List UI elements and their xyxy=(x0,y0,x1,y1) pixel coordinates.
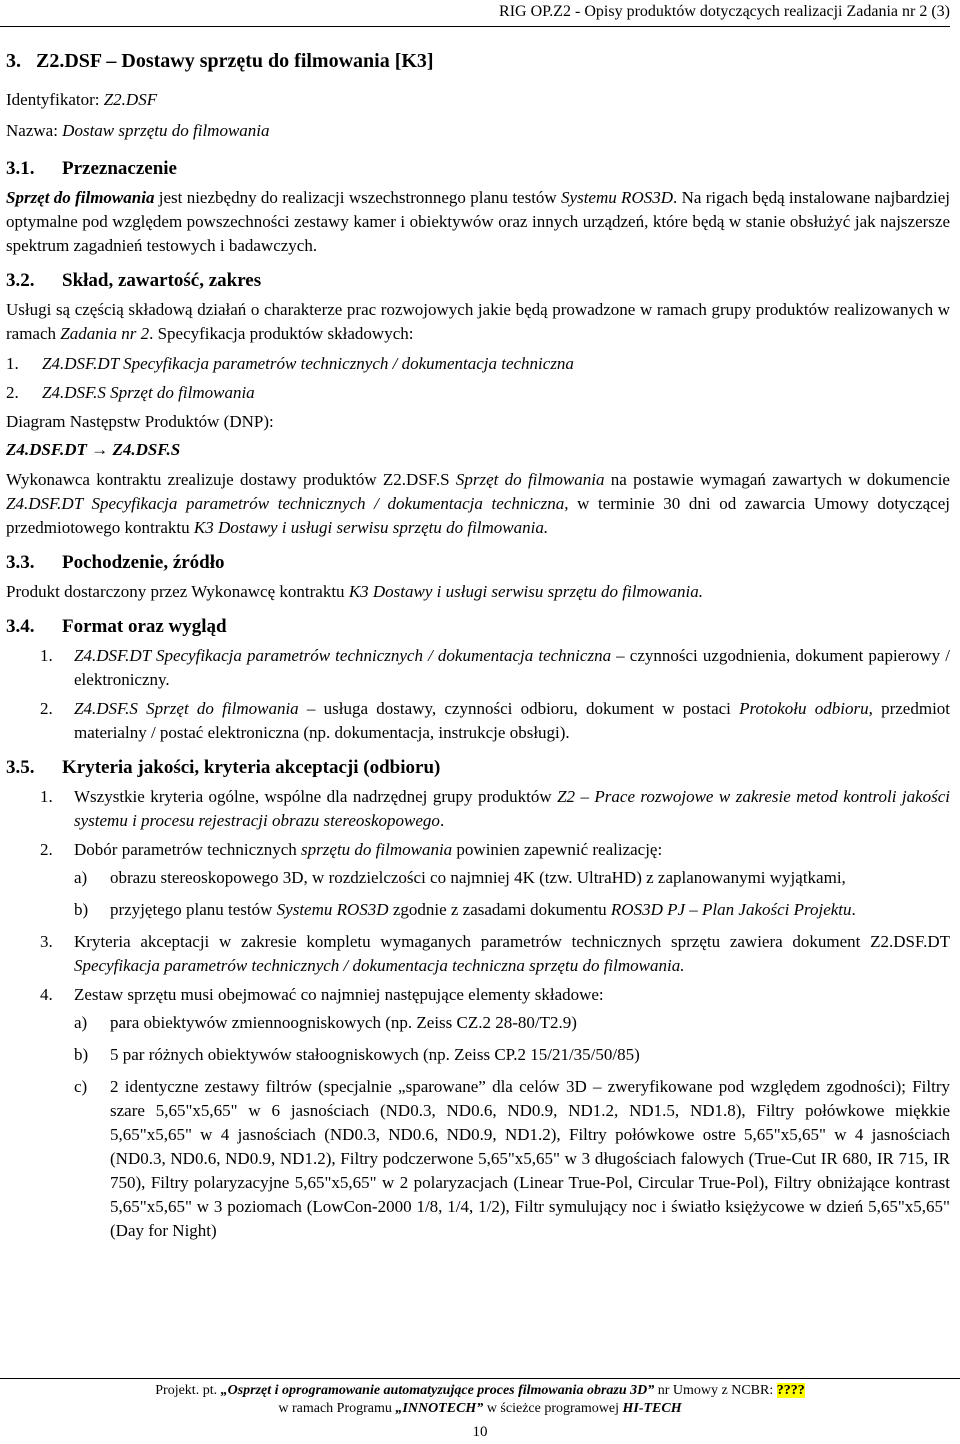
emphasis: Z4.DSF.S Sprzęt do filmowania xyxy=(74,699,299,718)
subsection-heading-3-4 xyxy=(6,614,950,640)
text-run: Kryteria akceptacji w zakresie kompletu wymaganych parametrów technicznych sprzętu zawiera dokument Z2.DSF.DT xyxy=(74,932,950,951)
sublist-marker: a) xyxy=(74,868,88,887)
subsection-number: 3.1. xyxy=(6,158,35,179)
sublist-item xyxy=(74,1043,950,1067)
text-run: . Specyfikacja produktów składowych: xyxy=(149,324,414,343)
subsection-title: Skład, zawartość, zakres xyxy=(62,270,262,291)
text-run: . xyxy=(851,900,856,919)
list-marker: 2. xyxy=(40,699,53,718)
project-title: „Osprzęt i oprogramowanie automatyzujące proces filmowania obrazu 3D” xyxy=(220,1383,655,1398)
subsection-title: Pochodzenie, źródło xyxy=(62,552,225,573)
page-footer xyxy=(0,1378,960,1418)
emphasis: Specyfikacja parametrów technicznych / dokumentacja techniczna sprzętu do filmowania. xyxy=(74,956,685,975)
footer-line-2 xyxy=(0,1400,960,1418)
sublist-item xyxy=(74,1011,950,1035)
footer-line-1 xyxy=(0,1382,960,1400)
paragraph-contractor xyxy=(6,468,950,540)
emphasis: Z2 – Prace rozwojowe w zakresie metod kontroli jakości systemu i procesu rejestracji obrazu stereoskopowego xyxy=(74,787,951,830)
paragraph-scope xyxy=(6,298,950,346)
sublist-marker: c) xyxy=(74,1077,88,1096)
text-run: w ramach Programu xyxy=(278,1401,396,1416)
list-item xyxy=(6,381,950,405)
text-run: para obiektywów zmiennoogniskowych (np. Zeiss CZ.2 28-80/T2.9) xyxy=(110,1013,577,1032)
emphasis: K3 Dostawy i usługi serwisu sprzętu do filmowania. xyxy=(348,582,704,601)
identifier-label: Identyfikator: xyxy=(6,90,100,109)
list-item xyxy=(6,838,950,922)
subsection-title: Kryteria jakości, kryteria akceptacji (odbioru) xyxy=(62,757,441,778)
running-header xyxy=(0,0,950,27)
list-item xyxy=(6,785,950,833)
subsection-heading-3-2 xyxy=(6,268,950,294)
criteria-list xyxy=(6,785,950,1243)
dnp-to: Z4.DSF.S xyxy=(112,440,181,459)
emphasis: ROS3D PJ – Plan Jakości Projektu xyxy=(610,900,852,919)
emphasis: K3 Dostawy i usługi serwisu sprzętu do filmowania. xyxy=(193,518,549,537)
list-marker: 2. xyxy=(6,383,19,402)
list-item-text: Z4.DSF.DT Specyfikacja parametrów technicznych / dokumentacja techniczna xyxy=(42,354,574,373)
text-run: obrazu stereoskopowego 3D, w rozdzielczości co najmniej 4K (tzw. UltraHD) z zaplanowanymi wyjątkami, xyxy=(110,868,846,887)
list-item xyxy=(6,983,950,1243)
paragraph-origin xyxy=(6,580,950,604)
subsection-title: Format oraz wygląd xyxy=(62,616,227,637)
text-run: w ścieżce programowej xyxy=(483,1401,623,1416)
list-item xyxy=(6,644,950,692)
list-marker: 4. xyxy=(40,985,53,1004)
text-run: . xyxy=(439,811,445,830)
name-label: Nazwa: xyxy=(6,121,58,140)
program-track: HI-TECH xyxy=(622,1401,682,1416)
emphasis: sprzętu do filmowania xyxy=(301,840,453,859)
text-run: Zestaw sprzętu musi obejmować co najmniej następujące elementy składowe: xyxy=(74,985,604,1004)
dnp-diagram xyxy=(6,438,950,462)
document-body xyxy=(6,44,950,1251)
sublist-marker: a) xyxy=(74,1013,88,1032)
identifier-line xyxy=(6,84,950,115)
component-list xyxy=(6,352,950,405)
section-title: Z2.DSF – Dostawy sprzętu do filmowania [K3] xyxy=(36,50,434,72)
emphasis: Sprzęt do filmowania xyxy=(455,470,605,489)
list-item xyxy=(6,352,950,376)
subsection-heading-3-1 xyxy=(6,156,950,182)
name-value: Dostaw sprzętu do filmowania xyxy=(62,121,270,140)
sublist xyxy=(74,1011,950,1243)
text-run: na postawie wymagań zawartych w dokumencie xyxy=(604,470,950,489)
emphasis: Systemu ROS3D xyxy=(561,188,673,207)
text-run: – czynności uzgodnienia, dokument papierowy / elektroniczny. xyxy=(74,646,950,689)
list-item xyxy=(6,930,950,978)
arrow-right-icon: → xyxy=(91,440,109,459)
dnp-from: Z4.DSF.DT xyxy=(6,440,87,459)
list-marker: 1. xyxy=(40,646,53,665)
page-number: 10 xyxy=(472,1424,488,1440)
text-run: Usługi są częścią składową działań o charakterze prac rozwojowych jakie będą prowadzone w ramach grupy produktów realizowanych w ramach xyxy=(6,300,950,343)
name-line xyxy=(6,115,950,146)
sublist-item xyxy=(74,866,950,890)
emphasis: Sprzęt do filmowania xyxy=(6,188,155,207)
subsection-number: 3.2. xyxy=(6,270,35,291)
text-run: nr Umowy z NCBR: xyxy=(654,1383,777,1398)
sublist xyxy=(74,866,950,922)
emphasis: Systemu ROS3D xyxy=(276,900,389,919)
dnp-label: Diagram Następstw Produktów (DNP): xyxy=(6,412,274,431)
list-marker: 3. xyxy=(40,932,53,951)
text-run: Produkt dostarczony przez Wykonawcę kontraktu xyxy=(6,582,349,601)
sublist-marker: b) xyxy=(74,900,89,919)
text-run: przedmiot materialny / postać elektroniczna (np. dokumentacja, instrukcje obsługi). xyxy=(74,699,951,742)
text-run: zgodnie z zasadami dokumentu xyxy=(388,900,611,919)
subsection-number: 3.3. xyxy=(6,552,35,573)
subsection-heading-3-5 xyxy=(6,755,950,781)
paragraph-purpose xyxy=(6,186,950,258)
text-run: , w terminie 30 dni od zawarcia Umowy dotyczącej przedmiotowego kontraktu xyxy=(6,494,950,537)
emphasis: Protokołu odbioru, xyxy=(739,699,873,718)
text-run: Dobór parametrów technicznych xyxy=(74,840,302,859)
text-run: 5 par różnych obiektywów stałoogniskowych (np. Zeiss CP.2 15/21/35/50/85) xyxy=(110,1045,640,1064)
text-run: Wykonawca kontraktu zrealizuje dostawy produktów Z2.DSF.S xyxy=(6,470,456,489)
text-run: jest niezbędny do realizacji wszechstronnego planu testów xyxy=(154,188,562,207)
emphasis: Z4.DSF.DT Specyfikacja parametrów technicznych / dokumentacja techniczna xyxy=(6,494,565,513)
subsection-title: Przeznaczenie xyxy=(62,158,177,179)
running-header-title: RIG OP.Z2 - Opisy produktów dotyczących realizacji Zadania nr 2 (3) xyxy=(499,3,950,20)
text-run: Wszystkie kryteria ogólne, wspólne dla nadrzędnej grupy produktów xyxy=(74,787,558,806)
list-marker: 1. xyxy=(40,787,53,806)
program-name: „INNOTECH” xyxy=(395,1401,484,1416)
list-marker: 2. xyxy=(40,840,53,859)
list-marker: 1. xyxy=(6,354,19,373)
section-number: 3. xyxy=(6,50,21,72)
format-list xyxy=(6,644,950,745)
sublist-marker: b) xyxy=(74,1045,89,1064)
subsection-number: 3.4. xyxy=(6,616,35,637)
text-run: powinien zapewnić realizację: xyxy=(452,840,663,859)
contract-number-placeholder: ???? xyxy=(776,1383,805,1398)
emphasis: Zadania nr 2 xyxy=(60,324,150,343)
text-run: przyjętego planu testów xyxy=(110,900,277,919)
sublist-item xyxy=(74,898,950,922)
list-item-text: Z4.DSF.S Sprzęt do filmowania xyxy=(42,383,255,402)
subsection-heading-3-3 xyxy=(6,550,950,576)
text-run: . Na rigach będą instalowane najbardziej optymalne pod względem powszechności zestawy kamer i obiektywów oraz innych urządzeń, które będą w stanie obsłużyć jak najszersze spektrum zagadnień testowych i badawczych. xyxy=(6,188,950,255)
list-item xyxy=(6,697,950,745)
identifier-value: Z2.DSF xyxy=(103,90,158,109)
sublist-item xyxy=(74,1075,950,1243)
section-heading xyxy=(6,48,950,74)
text-run: – usługa dostawy, czynności odbioru, dokument w postaci xyxy=(298,699,740,718)
text-run: 2 identyczne zestawy filtrów (specjalnie „sparowane” dla celów 3D – zweryfikowane pod względem zgodności); Filtry szare 5,65"x5,65" w 6 jasnościach (ND0.3, ND0.6, ND0.9, ND1.2, ND1.5, ND1.8), Filtry połówkowe miękkie 5,65"x5,65" w 4 jasnościach (ND0.3, ND0.6, ND0.9, ND1.2), Filtry połówkowe ostre 5,65"x5,65" w 4 jasnościach (ND0.3, ND0.6, ND0.9, ND1.2), Filtry podczerwone 5,65"x5,65" w 3 długościach falowych (True-Cut IR 680, IR 715, IR 750), Filtry polaryzacyjne 5,65"x5,65" w 2 polaryzacjach (Linear True-Pol, Circular True-Pol), Filtry obniżające kontrast 5,65"x5,65" w 3 poziomach (LowCon-2000 1/8, 1/4, 1/2), Filtr symulujący noc i światło księżycowe w dzień 5,65"x5,65" (Day for Night) xyxy=(110,1077,950,1240)
text-run: Projekt. pt. xyxy=(155,1383,221,1398)
emphasis: Z4.DSF.DT Specyfikacja parametrów technicznych / dokumentacja techniczna xyxy=(74,646,612,665)
subsection-number: 3.5. xyxy=(6,757,35,778)
